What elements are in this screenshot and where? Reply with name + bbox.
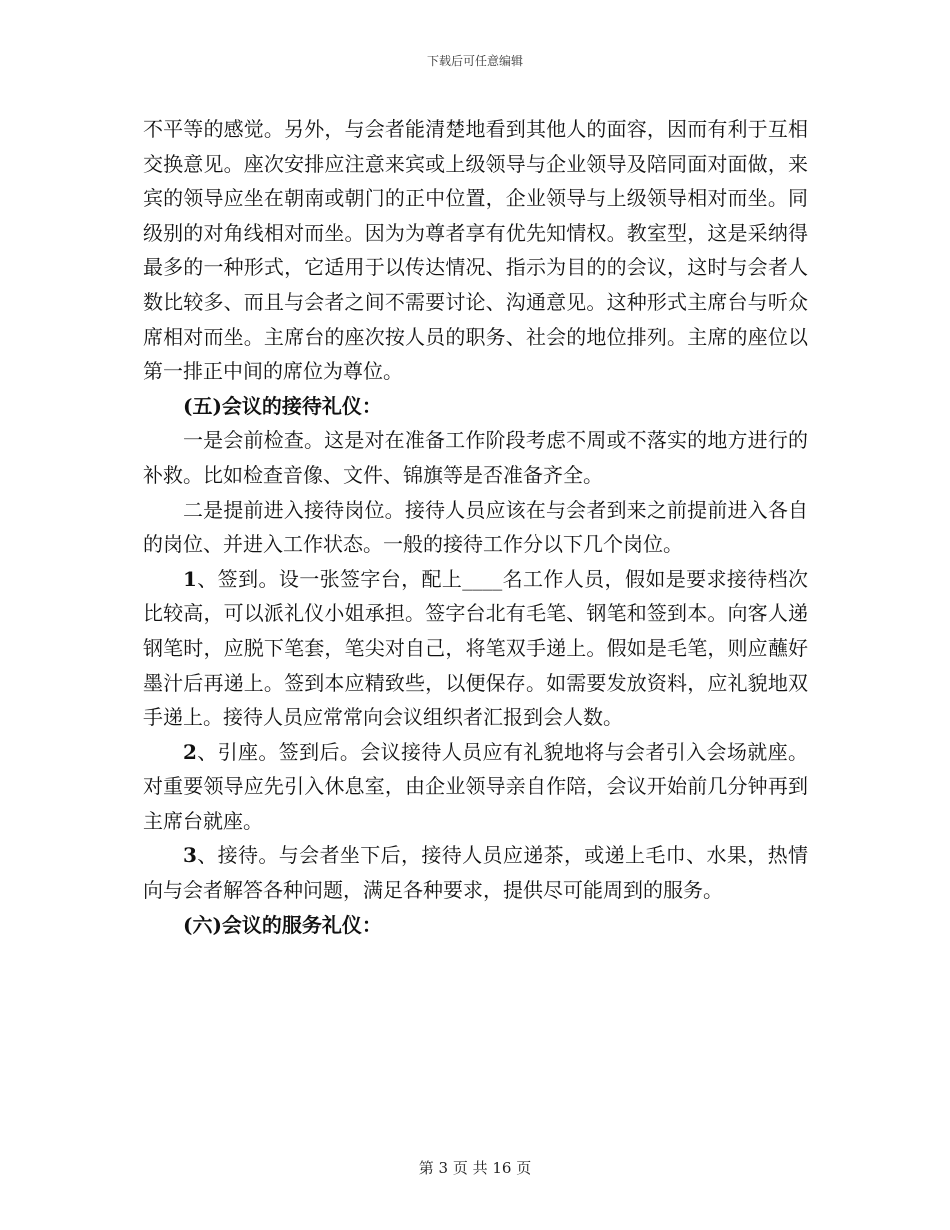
section-heading-service: (六)会议的服务礼仪： — [183, 912, 382, 937]
list-item-seating-guide — [143, 735, 808, 839]
document-body — [143, 112, 808, 942]
paragraph-pre-meeting-check: 一是会前检查。这是对在准备工作阶段考虑不周或不落实的地方进行的补救。比如检查音像、文件、锦旗等是否准备齐全。 — [143, 428, 808, 487]
list-item-text: 、接待。与会者坐下后，接待人员应递茶，或递上毛巾、水果，热情向与会者解答各种问题，满足各种要求，提供尽可能周到的服务。 — [143, 843, 808, 903]
list-item-text: 、引座。签到后。会议接待人员应有礼貌地将与会者引入会场就座。对重要领导应先引入休息室，由企业领导亲自作陪，会议开始前几分钟再到主席台就座。 — [143, 739, 808, 833]
list-item-number: 2 — [183, 739, 197, 764]
page-footer: 第 3 页 共 16 页 — [418, 1159, 532, 1177]
paragraph-reception-posts: 二是提前进入接待岗位。接待人员应该在与会者到来之前提前进入各自的岗位、并进入工作状态。一般的接待工作分以下几个岗位。 — [143, 497, 808, 557]
list-item-number: 3 — [183, 843, 197, 868]
paragraph-seating: 不平等的感觉。另外，与会者能清楚地看到其他人的面容，因而有利于互相交换意见。座次安排应注意来宾或上级领导与企业领导及陪同面对面做，来宾的领导应坐在朝南或朝门的正中位置，企业领导与上级领导相对而坐。同级别的对角线相对而坐。因为为尊者享有优先知情权。教室型，这是采纳得最多的一种形式，它适用于以传达情况、指示为目的的会议，这时与会者人数比较多、而且与会者之间不需要讨论、沟通意见。这种形式主席台与听众席相对而坐。主席台的座次按人员的职务、社会的地位排列。主席的座位以第一排正中间的席位为尊位。 — [143, 117, 808, 384]
list-item-number: 1 — [183, 566, 197, 591]
section-heading-reception: (五)会议的接待礼仪： — [183, 393, 382, 418]
page-header: 下载后可任意编辑 — [426, 54, 523, 68]
list-item-sign-in — [143, 562, 808, 735]
list-item-text: 、签到。设一张签字台，配上____名工作人员，假如是要求接待档次比较高，可以派礼仪小姐承担。签字台北有毛笔、钢笔和签到本。向客人递钢笔时，应脱下笔套，笔尖对自己，将笔双手递上。假如是毛笔，则应蘸好墨汁后再递上。签到本应精致些，以便保存。如需要发放资料，应礼貌地双手递上。接待人员应常常向会议组织者汇报到会人数。 — [143, 566, 808, 730]
list-item-hospitality — [143, 838, 808, 907]
